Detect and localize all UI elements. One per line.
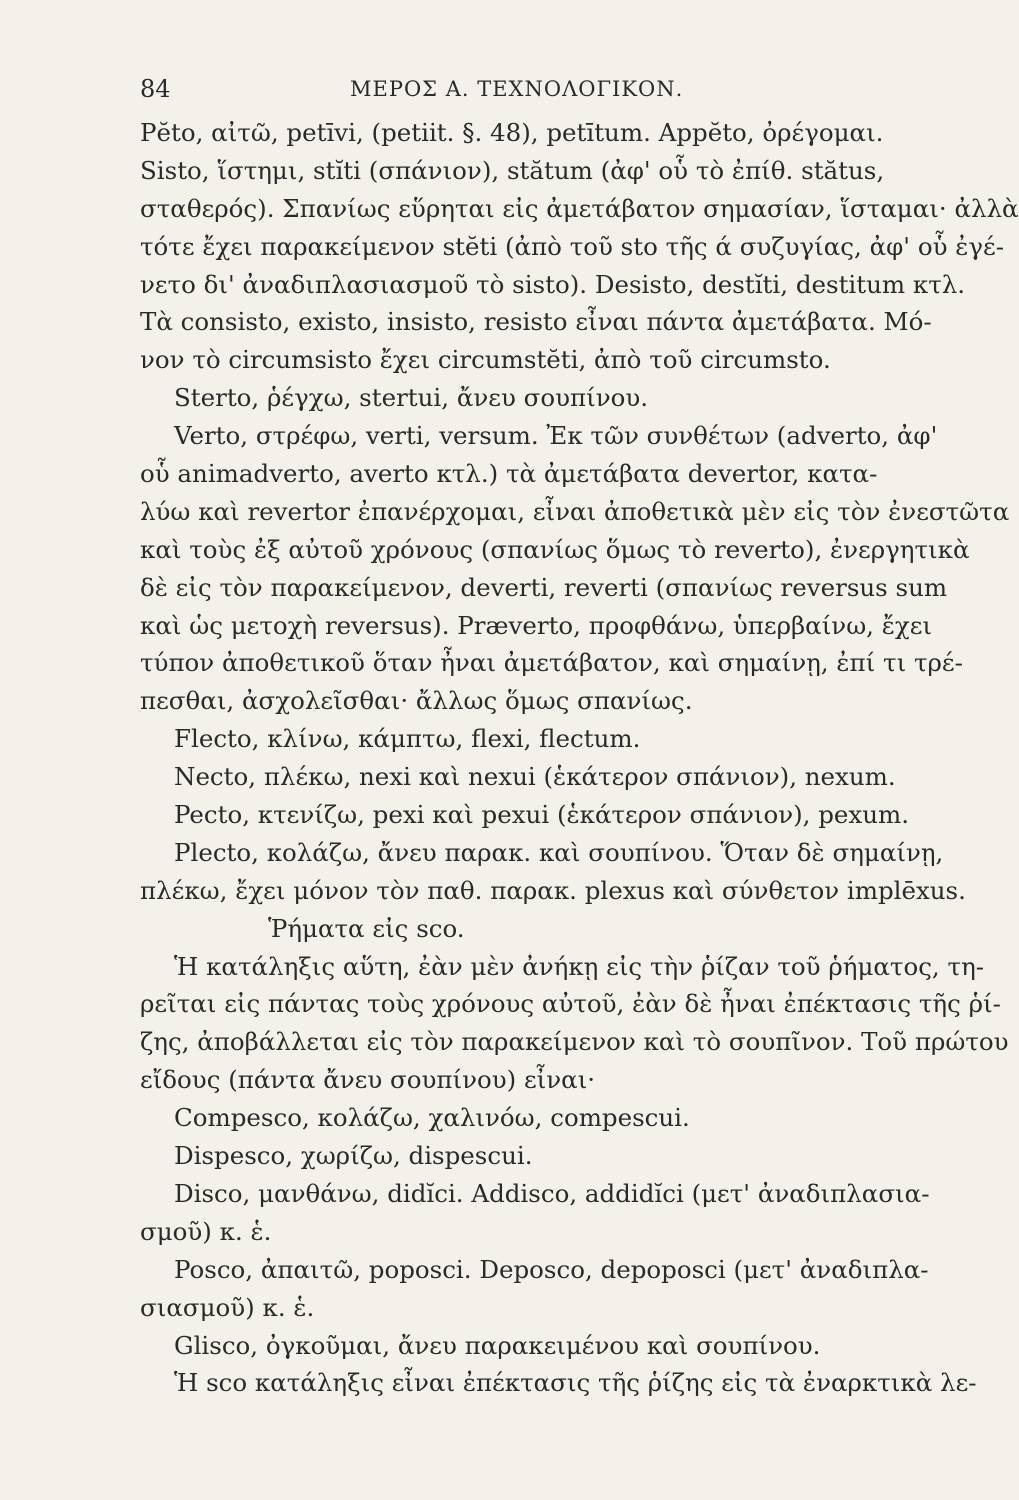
text-line: Disco, μανθάνω, didĭci. Addisco, addidĭci (μετ' ἀναδιπλασια- [174,1178,930,1208]
text-line: εἴδους (πάντα ἄνευ σουπίνου) εἶναι· [140,1065,596,1095]
text-line: Necto, πλέκω, nexi καὶ nexui (ἑκάτερον σπάνιον), nexum. [174,762,896,792]
text-line: σιασμοῦ) κ. ἑ. [140,1292,315,1322]
text-line: νετο δι' ἀναδιπλασιασμοῦ τὸ sisto). Desisto, destĭti, destitum κτλ. [140,269,966,299]
text-line: νον τὸ circumsisto ἔχει circumstĕti, ἀπὸ τοῦ circumsto. [140,345,831,375]
text-line: σμοῦ) κ. ἑ. [140,1216,272,1246]
text-line: δὲ εἰς τὸν παρακείμενον, deverti, reverti (σπανίως reversus sum [140,572,948,602]
section-heading: Ῥήματα εἰς sco. [268,913,465,943]
page-number: 84 [140,75,171,103]
body-text [140,114,1019,1402]
text-line: Compesco, κολάζω, χαλινόω, compescui. [174,1103,690,1133]
text-line: ζης, ἀποβάλλεται εἰς τὸν παρακείμενον καὶ τὸ σουπῖνον. Τοῦ πρώτου [140,1027,1009,1057]
text-line: σταθερός). Σπανίως εὕρηται εἰς ἀμετάβατον σημασίαν, ἵσταμαι· ἀλλὰ [140,193,1019,223]
text-line: τότε ἔχει παρακείμενον stĕti (ἀπὸ τοῦ sto τῆς ά συζυγίας, ἀφ' οὗ ἐγέ- [140,231,1005,261]
text-line: οὗ animadverto, averto κτλ.) τὰ ἀμετάβατα devertor, κατα- [140,459,878,489]
text-line: Sterto, ῥέγχω, stertui, ἄνευ σουπίνου. [174,383,649,413]
text-line: Posco, ἀπαιτῶ, poposci. Deposco, depoposci (μετ' ἀναδιπλα- [174,1254,929,1284]
text-line: τύπον ἀποθετικοῦ ὅταν ἦναι ἀμετάβατον, καὶ σημαίνῃ, ἐπί τι τρέ- [140,648,963,678]
running-head: ΜΕΡΟΣ Α. ΤΕΧΝΟΛΟΓΙΚΟΝ. [350,77,684,101]
text-line: Plecto, κολάζω, ἄνευ παρακ. καὶ σουπίνου. Ὅταν δὲ σημαίνῃ, [174,837,944,867]
text-line: Ἡ sco κατάληξις εἶναι ἐπέκτασις τῆς ῥίζης εἰς τὰ ἐναρκτικὰ λε- [174,1368,977,1398]
text-line: Dispesco, χωρίζω, dispescui. [174,1141,533,1171]
text-line: Τὰ consisto, existo, insisto, resisto εἶναι πάντα ἀμετάβατα. Μό- [140,307,932,337]
text-line: λύω καὶ revertor ἐπανέρχομαι, εἶναι ἀποθετικὰ μὲν εἰς τὸν ἐνεστῶτα [140,496,1010,526]
text-line: Pecto, κτενίζω, pexi καὶ pexui (ἑκάτερον σπάνιον), pexum. [174,800,910,830]
text-line: Pĕto, αἰτῶ, petīvi, (petiit. §. 48), petītum. Appĕto, ὀρέγομαι. [140,118,884,147]
text-line: ρεῖται εἰς πάντας τοὺς χρόνους αὐτοῦ, ἐὰν δὲ ἦναι ἐπέκτασις τῆς ῥί- [140,989,1001,1019]
text-line: Ἡ κατάληξις αὕτη, ἐὰν μὲν ἀνήκῃ εἰς τὴν ῥίζαν τοῦ ῥήματος, τη- [174,951,985,981]
text-line: πεσθαι, ἀσχολεῖσθαι· ἄλλως ὅμως σπανίως. [140,686,693,716]
text-line: καὶ τοὺς ἐξ αὐτοῦ χρόνους (σπανίως ὅμως τὸ reverto), ἐνεργητικὰ [140,534,970,564]
text-line: Glisco, ὀγκοῦμαι, ἄνευ παρακειμένου καὶ σουπίνου. [174,1330,821,1360]
text-line: Sisto, ἵστημι, stĭti (σπάνιον), stătum (ἀφ' οὗ τὸ ἐπίθ. stătus, [140,155,885,185]
text-line: Flecto, κλίνω, κάμπτω, flexi, flectum. [174,724,641,754]
text-line: Verto, στρέφω, verti, versum. Ἐκ τῶν συνθέτων (adverto, ἀφ' [174,421,938,451]
text-line: πλέκω, ἔχει μόνον τὸν παθ. παρακ. plexus καὶ σύνθετον implēxus. [140,875,966,905]
page-header [140,75,875,109]
text-line: καὶ ὡς μετοχὴ reversus). Præverto, προφθάνω, ὑπερβαίνω, ἔχει [140,610,933,640]
